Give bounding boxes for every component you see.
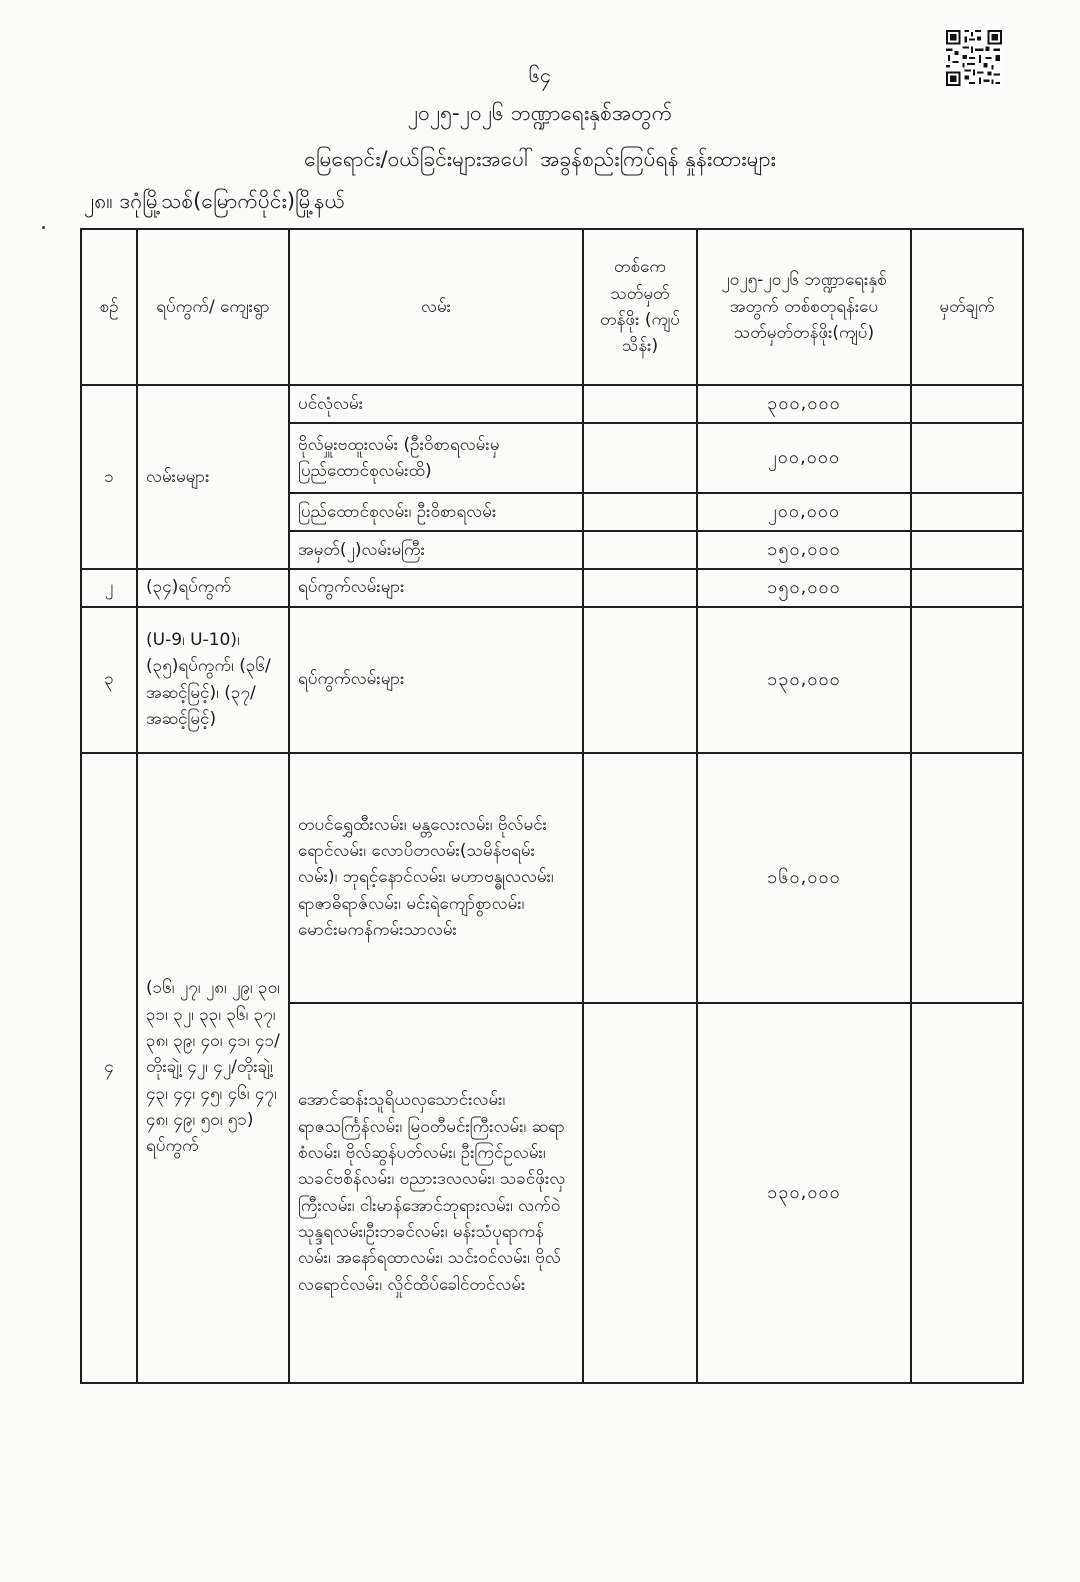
header-road: လမ်း bbox=[289, 229, 583, 385]
remark-cell bbox=[911, 423, 1023, 493]
section-heading: ၂၈။ ဒဂုံမြို့သစ်(မြောက်ပိုင်း)မြို့နယ် bbox=[84, 189, 346, 213]
road-cell: တပင်ရွှေထီးလမ်း၊ မန္တလေးလမ်း၊ ဗိုလ်မင်းရောင်လမ်း၊ လောပိတလမ်း(သမိန်ဗရမ်းလမ်း)၊ ဘုရင့်နောင်လမ်း၊ မဟာဗန္ဓုလလမ်း၊ ရာဇာဓိရာဇ်လမ်း၊ မင်းရဲကျော်စွာလမ်း၊ မောင်းမကန်ကမ်းသာလမ်း bbox=[289, 753, 583, 1003]
scan-speck bbox=[42, 226, 45, 229]
prev-rate-cell bbox=[583, 569, 697, 607]
row-number: ၂ bbox=[81, 569, 137, 607]
ward-cell: လမ်းမများ bbox=[137, 385, 289, 569]
header-prev-rate: တစ်ကေ သတ်မှတ် တန်ဖိုး (ကျပ်သိန်း) bbox=[583, 229, 697, 385]
prev-rate-cell bbox=[583, 753, 697, 1003]
prev-rate-cell bbox=[583, 1003, 697, 1383]
road-cell: ပင်လုံလမ်း bbox=[289, 385, 583, 423]
row-number: ၁ bbox=[81, 385, 137, 569]
remark-cell bbox=[911, 385, 1023, 423]
page-number: ၆၄ bbox=[528, 63, 552, 87]
rate-cell: ၁၆၀,၀၀၀ bbox=[697, 753, 911, 1003]
header-remark: မှတ်ချက် bbox=[911, 229, 1023, 385]
rate-cell: ၁၃၀,၀၀၀ bbox=[697, 1003, 911, 1383]
prev-rate-cell bbox=[583, 493, 697, 531]
road-cell: အမှတ်(၂)လမ်းမကြီး bbox=[289, 531, 583, 569]
prev-rate-cell bbox=[583, 607, 697, 753]
rate-cell: ၁၅၀,၀၀၀ bbox=[697, 569, 911, 607]
ward-cell: (၃၄)ရပ်ကွက် bbox=[137, 569, 289, 607]
rate-cell: ၂၀၀,၀၀၀ bbox=[697, 493, 911, 531]
remark-cell bbox=[911, 753, 1023, 1003]
remark-cell bbox=[911, 493, 1023, 531]
document-title: ၂၀၂၅-၂၀၂၆ ဘဏ္ဍာရေးနှစ်အတွက် bbox=[407, 101, 673, 125]
road-cell: ဗိုလ်မှူးဗထူးလမ်း (ဦးဝိစာရလမ်းမှပြည်ထောင်စုလမ်းထိ) bbox=[289, 423, 583, 493]
rate-cell: ၃၀၀,၀၀၀ bbox=[697, 385, 911, 423]
ward-cell: (U-9၊ U-10)၊ (၃၅)ရပ်ကွက်၊ (၃၆/အဆင့်မြင့်)၊ (၃၇/အဆင့်မြင့်) bbox=[137, 607, 289, 753]
rate-cell: ၂၀၀,၀၀၀ bbox=[697, 423, 911, 493]
road-cell: ရပ်ကွက်လမ်းများ bbox=[289, 607, 583, 753]
table-header-row bbox=[81, 229, 1023, 385]
road-cell: ရပ်ကွက်လမ်းများ bbox=[289, 569, 583, 607]
table-row bbox=[81, 607, 1023, 753]
tax-rate-table bbox=[80, 228, 1024, 1384]
remark-cell bbox=[911, 607, 1023, 753]
row-number: ၃ bbox=[81, 607, 137, 753]
remark-cell bbox=[911, 531, 1023, 569]
row-number: ၄ bbox=[81, 753, 137, 1383]
prev-rate-cell bbox=[583, 423, 697, 493]
rate-cell: ၁၃၀,၀၀၀ bbox=[697, 607, 911, 753]
remark-cell bbox=[911, 569, 1023, 607]
prev-rate-cell bbox=[583, 531, 697, 569]
document-subtitle: မြေရောင်း/ဝယ်ခြင်းများအပေါ် အခွန်စည်းကြပ်ရန် နှုန်းထားများ bbox=[304, 147, 776, 171]
table-row bbox=[81, 385, 1023, 423]
road-cell: အောင်ဆန်းသူရိယလှသောင်းလမ်း၊ ရာဇသင်္ကြန်လမ်း၊ မြဝတီမင်းကြီးလမ်း၊ ဆရာစံလမ်း၊ ဗိုလ်ဆွန်ပတ်လမ်း၊ ဦးကြင်ဥလမ်း၊ သခင်ဗစိန်လမ်း၊ ဗညားဒလလမ်း၊ သခင်ဖိုးလှကြီးလမ်း၊ ငါးမာန်အောင်ဘုရားလမ်း၊ လက်ဝဲသုန္ဒရလမ်း၊ဦးဘခင်လမ်း၊ မန်းသံပုရာကန်လမ်း၊ အနော်ရထာလမ်း၊ သင်းဝင်လမ်း၊ ဗိုလ်လရောင်လမ်း၊ လှိုင်ထိပ်ခေါင်တင်လမ်း bbox=[289, 1003, 583, 1383]
prev-rate-cell bbox=[583, 385, 697, 423]
ward-cell: (၁၆၊ ၂၇၊ ၂၈၊ ၂၉၊ ၃၀၊ ၃၁၊ ၃၂၊ ၃၃၊ ၃၆၊ ၃၇၊ ၃၈၊ ၃၉၊ ၄၀၊ ၄၁၊ ၄၁/တိုးချဲ့၊ ၄၂၊ ၄၂/တိုးချဲ့၊ ၄၃၊ ၄၄၊ ၄၅၊ ၄၆၊ ၄၇၊ ၄၈၊ ၄၉၊ ၅၀၊ ၅၁) ရပ်ကွက် bbox=[137, 753, 289, 1383]
header-new-rate: ၂၀၂၅-၂၀၂၆ ဘဏ္ဍာရေးနှစ်အတွက် တစ်စတုရန်းပေ သတ်မှတ်တန်ဖိုး(ကျပ်) bbox=[697, 229, 911, 385]
header-no: စဉ် bbox=[81, 229, 137, 385]
rate-cell: ၁၅၀,၀၀၀ bbox=[697, 531, 911, 569]
header-ward: ရပ်ကွက်/ ကျေးရွာ bbox=[137, 229, 289, 385]
table-row bbox=[81, 569, 1023, 607]
road-cell: ပြည်ထောင်စုလမ်း၊ ဦးဝိစာရလမ်း bbox=[289, 493, 583, 531]
table-row bbox=[81, 753, 1023, 1003]
remark-cell bbox=[911, 1003, 1023, 1383]
